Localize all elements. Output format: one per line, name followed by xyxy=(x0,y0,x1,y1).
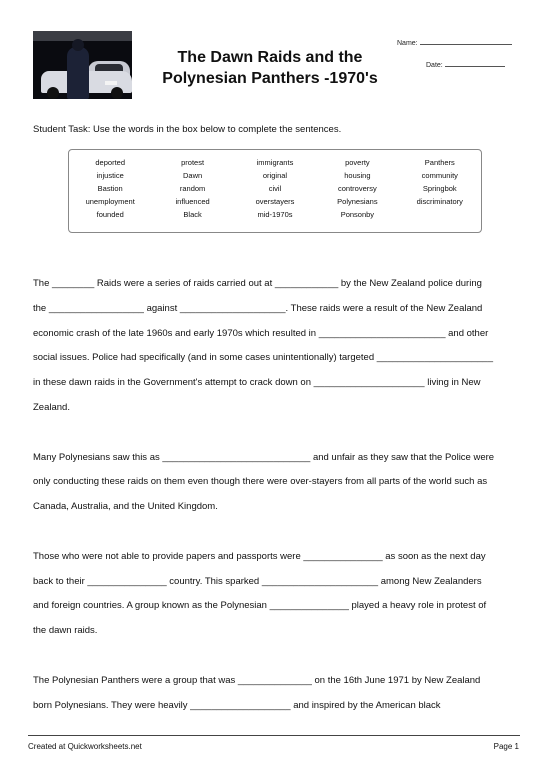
paragraph-line: in these dawn raids in the Government's attempt to crack down on _____________________ living in New xyxy=(33,377,481,389)
word-bank-item xyxy=(399,208,481,221)
student-task: Student Task: Use the words in the box below to complete the sentences. xyxy=(33,124,342,135)
paragraph-line: born Polynesians. They were heavily ___________________ and inspired by the American black xyxy=(33,699,441,711)
word-bank-item: civil xyxy=(268,184,282,193)
word-bank-item: Bastion xyxy=(97,184,123,193)
paragraph xyxy=(33,446,523,520)
date-field xyxy=(426,62,505,69)
word-bank-item: Panthers xyxy=(424,158,455,167)
paragraph-line: Canada, Australia, and the United Kingdom. xyxy=(33,501,218,513)
name-label: Name: xyxy=(397,40,418,47)
footer-divider xyxy=(28,735,520,736)
word-bank-item: Dawn xyxy=(183,171,203,180)
word-bank-item: discriminatory xyxy=(416,197,463,206)
header-photo xyxy=(33,31,132,99)
word-bank-item: original xyxy=(262,171,288,180)
word-bank-grid xyxy=(69,156,481,221)
paragraph-line: the dawn raids. xyxy=(33,625,98,637)
word-bank-item: controversy xyxy=(338,184,377,193)
word-bank-item: immigrants xyxy=(256,158,294,167)
paragraph xyxy=(33,669,523,719)
paragraph xyxy=(33,545,523,644)
footer-page-number: Page 1 xyxy=(493,742,519,751)
title-line-1: The Dawn Raids and the xyxy=(177,49,363,66)
word-bank-item: founded xyxy=(96,210,124,219)
paragraph-line: back to their _______________ country. This sparked ______________________ among New Zealanders xyxy=(33,575,482,587)
worksheet-body xyxy=(33,272,523,743)
title-line-2: Polynesian Panthers -1970's xyxy=(162,70,378,87)
word-bank-item: Polynesians xyxy=(337,197,378,206)
photo-officer-head xyxy=(72,39,84,51)
footer-credit: Created at Quickworksheets.net xyxy=(28,742,142,751)
paragraph-line: economic crash of the late 1960s and early 1970s which resulted in ________________________ and other xyxy=(33,327,489,339)
paragraph-line: the __________________ against ____________________. These raids were a result of the New Zealand xyxy=(33,302,483,314)
word-bank-item: protest xyxy=(181,158,205,167)
name-field xyxy=(397,40,512,47)
photo-officer xyxy=(67,47,89,99)
photo-sky xyxy=(33,31,132,41)
date-label: Date: xyxy=(426,62,443,69)
word-bank-item: housing xyxy=(344,171,371,180)
word-bank-item: unemployment xyxy=(85,197,135,206)
word-bank-item: mid-1970s xyxy=(257,210,293,219)
name-blank-line xyxy=(420,44,512,45)
paragraph-line: The Polynesian Panthers were a group that was ______________ on the 16th June 1971 by New Zealand xyxy=(33,674,481,686)
photo-wheel xyxy=(111,87,123,99)
word-bank-item: poverty xyxy=(345,158,370,167)
paragraph-line: The ________ Raids were a series of raids carried out at ____________ by the New Zealand police during xyxy=(33,278,482,289)
paragraph-line: Zealand. xyxy=(33,401,70,413)
word-bank-item: overstayers xyxy=(255,197,295,206)
word-bank-item: random xyxy=(179,184,206,193)
paragraph-line: Many Polynesians saw this as ____________________________ and unfair as they saw that the Police were xyxy=(33,451,495,463)
date-blank-line xyxy=(445,66,505,67)
photo-car-plate xyxy=(105,81,117,85)
word-bank-item: community xyxy=(421,171,458,180)
worksheet-title xyxy=(145,47,395,89)
word-bank-item: Black xyxy=(183,210,202,219)
word-bank-item: Springbok xyxy=(422,184,457,193)
word-bank-item: deported xyxy=(95,158,125,167)
paragraph-line: only conducting these raids on them even though there were over-stayers from all parts of the world such as xyxy=(33,476,488,488)
paragraph-line: social issues. Police had specifically (and in some cases unintentionally) targeted ______________________ xyxy=(33,352,493,364)
paragraph-line: and foreign countries. A group known as the Polynesian _______________ played a heavy role in protest of xyxy=(33,600,487,612)
word-bank-item: injustice xyxy=(96,171,124,180)
paragraph-line: Those who were not able to provide papers and passports were _______________ as soon as the next day xyxy=(33,550,486,562)
paragraph xyxy=(33,272,523,421)
word-bank-item: influenced xyxy=(175,197,210,206)
photo-wheel xyxy=(47,87,59,99)
word-bank-box xyxy=(68,149,482,233)
word-bank-item: Ponsonby xyxy=(340,210,375,219)
